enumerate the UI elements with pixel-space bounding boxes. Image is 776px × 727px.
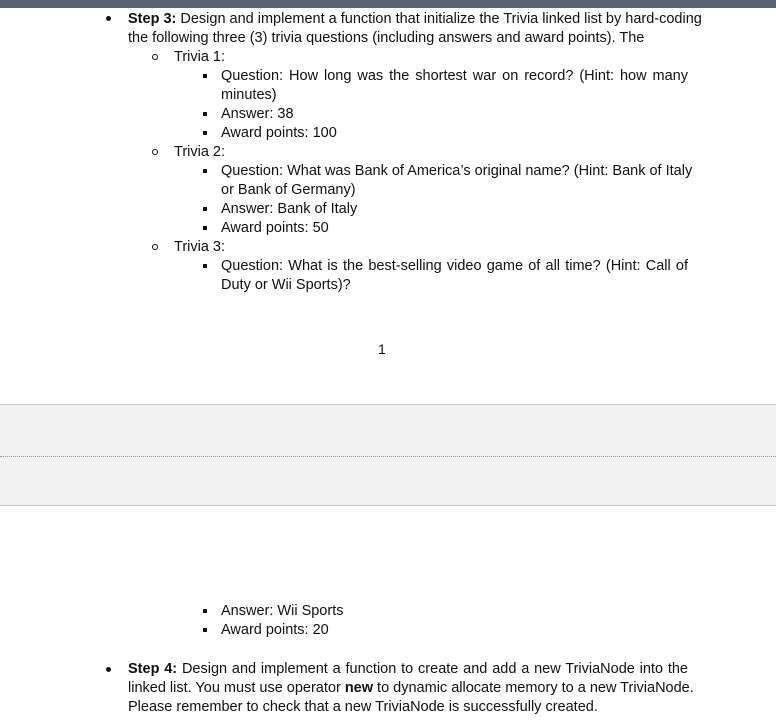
trivia-3-points: Award points: 20 <box>221 622 329 638</box>
trivia-1-title: Trivia 1: <box>174 49 226 65</box>
square-bullet <box>203 226 207 230</box>
square-bullet <box>203 628 207 632</box>
window-top-bar <box>0 0 776 8</box>
step3-line2: the following three (3) trivia questions (including answers and award points). The <box>128 30 645 46</box>
page-break-dotted-line <box>0 456 776 457</box>
trivia-1-question-line2: minutes) <box>221 87 277 103</box>
step4-line2-after: to dynamic allocate memory to a new TriviaNode. <box>373 680 694 696</box>
trivia-3-question-line1: Question: What is the best-selling video game of all time? (Hint: Call of <box>221 258 688 274</box>
trivia-1-points: Award points: 100 <box>221 125 337 141</box>
step3-line1 <box>128 10 702 29</box>
circle-bullet-trivia-3 <box>152 244 158 250</box>
square-bullet <box>203 74 207 78</box>
page-break-gap <box>0 404 776 506</box>
trivia-3-title: Trivia 3: <box>174 239 226 255</box>
step4-new-keyword: new <box>344 680 374 696</box>
bullet-step4 <box>106 667 111 672</box>
bullet-step3 <box>106 16 111 21</box>
step4-line1-text: Design and implement a function to create and add a new TriviaNode into the <box>177 661 689 677</box>
page-number: 1 <box>378 341 386 357</box>
trivia-2-points: Award points: 50 <box>221 220 329 236</box>
step4-line1 <box>128 660 688 679</box>
step4-line2-before: linked list. You must use operator <box>128 680 345 696</box>
trivia-2-question-line2: or Bank of Germany) <box>221 182 356 198</box>
trivia-3-question-line2: Duty or Wii Sports)? <box>221 277 351 293</box>
step3-line1-text: Design and implement a function that initialize the Trivia linked list by hard-coding <box>176 11 702 27</box>
square-bullet <box>203 169 207 173</box>
trivia-2-answer: Answer: Bank of Italy <box>221 201 358 217</box>
step4-label: Step 4: <box>128 661 178 677</box>
trivia-1-question-line1: Question: How long was the shortest war on record? (Hint: how many <box>221 68 688 84</box>
trivia-1-answer: Answer: 38 <box>221 106 294 122</box>
trivia-2-question-line1: Question: What was Bank of America’s original name? (Hint: Bank of Italy <box>221 163 693 179</box>
square-bullet <box>203 131 207 135</box>
step4-line2 <box>128 679 694 698</box>
square-bullet <box>203 112 207 116</box>
trivia-3-answer: Answer: Wii Sports <box>221 603 344 619</box>
square-bullet <box>203 207 207 211</box>
square-bullet <box>203 609 207 613</box>
step4-line3: Please remember to check that a new TriviaNode is successfully created. <box>128 699 598 715</box>
circle-bullet-trivia-1 <box>152 54 158 60</box>
trivia-2-title: Trivia 2: <box>174 144 226 160</box>
step3-label: Step 3: <box>128 11 177 27</box>
square-bullet <box>203 264 207 268</box>
circle-bullet-trivia-2 <box>152 149 158 155</box>
